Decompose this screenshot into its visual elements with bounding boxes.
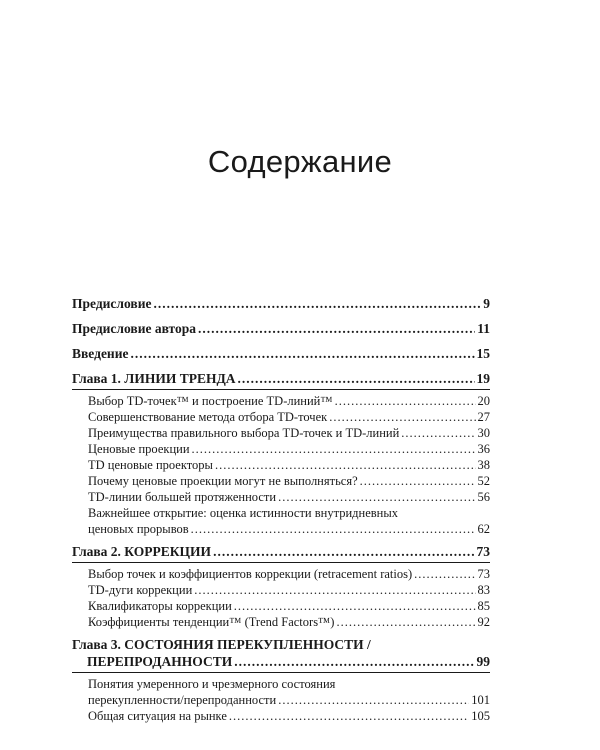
toc-subentry[interactable] [72,566,490,582]
toc-chapter-3-line2 [72,653,490,670]
toc-entry-page: 92 [477,615,490,629]
toc-entry-preface[interactable] [72,295,490,312]
dot-leader [153,295,481,312]
dot-leader [278,692,469,708]
dot-leader [191,521,476,537]
toc-entry-title: Коэффициенты тенденции™ (Trend Factors™) [88,615,335,629]
toc-entry-page: 99 [476,654,490,669]
dot-leader [194,582,475,598]
toc-entry-page: 9 [483,296,490,311]
toc-entry-page: 20 [477,394,490,408]
page-title: Содержание [207,144,393,179]
toc-entry-page: 83 [477,583,490,597]
toc-chapter-2[interactable] [72,543,490,563]
toc-entry-title: Квалификаторы коррекции [88,599,232,613]
toc-entry-page: 36 [477,442,490,456]
dot-leader [215,457,476,473]
toc-entry-page: 85 [477,599,490,613]
toc-entry-title: Предисловие [72,296,152,311]
toc-entry-page: 19 [476,371,490,386]
dot-leader [336,614,475,630]
toc-entry-title: Глава 2. КОРРЕКЦИИ [72,544,212,559]
toc-subentry[interactable] [72,614,490,630]
toc-entry-title: Глава 1. ЛИНИИ ТРЕНДА [72,371,236,386]
toc-entry-title: Совершенствование метода отбора TD-точек [88,410,328,424]
toc-entry-title: TD-линии большей протяженности [88,490,277,504]
toc-entry-page: 38 [477,458,490,472]
toc-entry-title: TD-дуги коррекции [88,583,193,597]
toc-subentry-line1[interactable]: Понятия умеренного и чрезмерного состояния [88,677,336,691]
dot-leader [130,345,474,362]
toc-entry-page: 56 [477,490,490,504]
toc-subentry[interactable] [72,582,490,598]
toc-entry-title: Введение [72,346,129,361]
toc-entry-title: Ценовые проекции [88,442,190,456]
toc-entry-page: 27 [477,410,490,424]
toc-entry-title: Почему ценовые проекции могут не выполняться? [88,474,358,488]
toc-subentry[interactable] [72,708,490,724]
toc-entry-page: 30 [477,426,490,440]
toc-entry-page: 105 [471,709,490,723]
dot-leader [213,543,474,560]
toc-entry-page: 73 [476,544,490,559]
toc-subentry[interactable] [72,692,490,708]
dot-leader [335,393,476,409]
toc-subentry[interactable] [72,457,490,473]
toc-subentry[interactable] [72,473,490,489]
toc-entry-page: 101 [471,693,490,707]
toc-subentry[interactable] [72,489,490,505]
dot-leader [229,708,469,724]
toc-entry-title: ценовых прорывов [88,522,189,536]
toc-entry-title: Преимущества правильного выбора TD-точек и TD-линий [88,426,400,440]
toc-chapter-1[interactable] [72,370,490,390]
dot-leader [329,409,475,425]
toc-entry-title: Выбор точек и коэффициентов коррекции (retracement ratios) [88,567,413,581]
toc-entry-title: Выбор TD-точек™ и построение TD-линий™ [88,394,333,408]
toc-entry-title-line2: ПЕРЕПРОДАННОСТИ [87,654,233,669]
toc-subentry-line1[interactable]: Важнейшее открытие: оценка истинности внутридневных [88,506,398,520]
toc-entry-page: 52 [477,474,490,488]
dot-leader [278,489,475,505]
toc-entry-title: Общая ситуация на рынке [88,709,227,723]
toc-entry-title: TD ценовые проекторы [88,458,213,472]
toc-subentry[interactable] [72,425,490,441]
dot-leader [414,566,475,582]
dot-leader [234,598,476,614]
toc-entry-title: Предисловие автора [72,321,197,336]
dot-leader [238,370,475,387]
toc-subentry[interactable] [72,393,490,409]
toc-entry-page: 73 [477,567,490,581]
dot-leader [234,653,474,670]
toc-subentry[interactable] [72,598,490,614]
dot-leader [198,320,475,337]
toc-subentry[interactable] [72,441,490,457]
toc-entry-page: 11 [477,321,490,336]
dot-leader [360,473,476,489]
toc-entry-page: 62 [477,522,490,536]
dot-leader [401,425,475,441]
toc-entry-author-preface[interactable] [72,320,490,337]
table-of-contents [72,295,490,724]
toc-entry-page: 15 [476,346,490,361]
toc-subentry[interactable] [72,409,490,425]
toc-subentry[interactable] [72,521,490,537]
dot-leader [192,441,476,457]
toc-entry-introduction[interactable] [72,345,490,362]
toc-entry-title-line1: Глава 3. СОСТОЯНИЯ ПЕРЕКУПЛЕННОСТИ / [72,637,371,652]
toc-entry-title: перекупленности/перепроданности [88,693,277,707]
toc-chapter-3[interactable] [72,636,490,673]
